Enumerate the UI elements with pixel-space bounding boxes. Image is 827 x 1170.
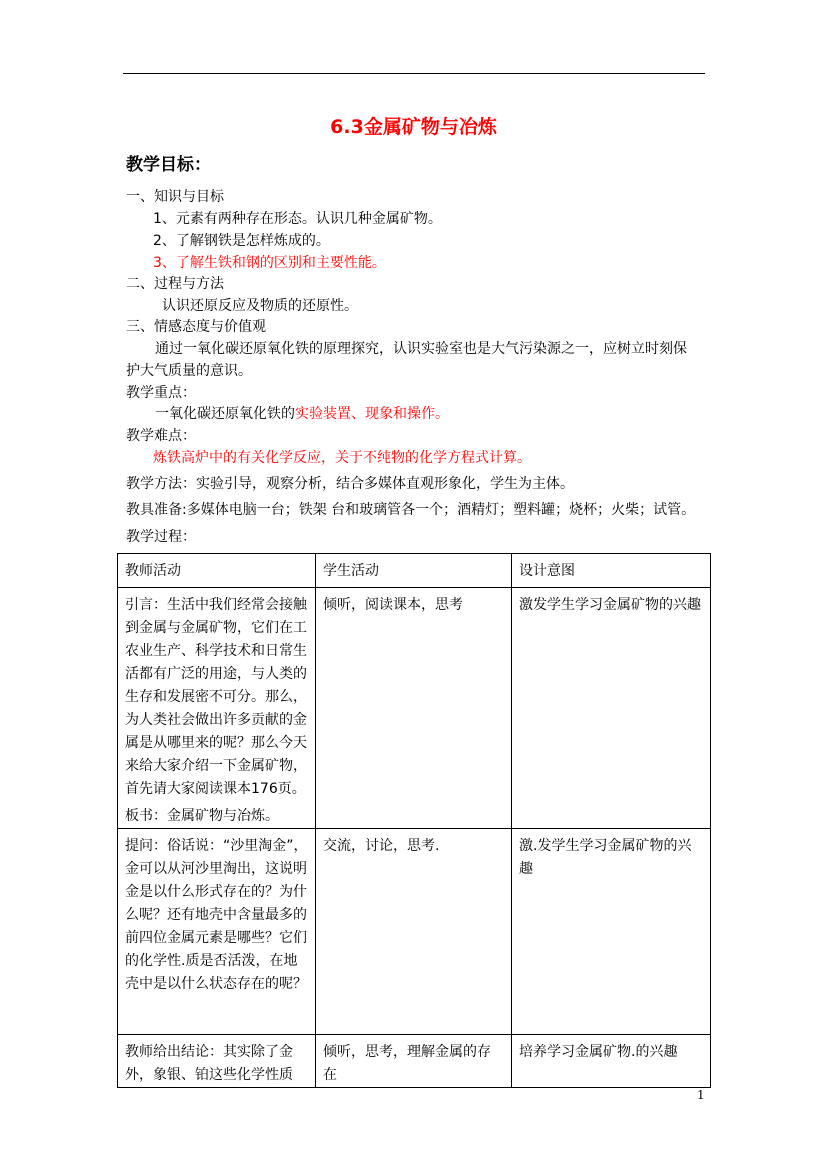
emotion-paragraph-line1: 通过一氧化碳还原氧化铁的原理探究，认识实验室也是大气污染源之一，应树立时刻保 [155,341,687,357]
difficulty-text: 炼铁高炉中的有关化学反应，关于不纯物的化学方程式计算。 [153,450,531,466]
teaching-process-table [117,553,711,1088]
teaching-method: 教学方法：实验引导，观察分析，结合多媒体直观形象化，学生为主体。 [126,476,574,492]
teacher-activity-cell: 教师给出结论：其实除了金外，象银、铂这些化学性质 [118,1035,316,1088]
process-item: 认识还原反应及物质的还原性。 [162,298,358,314]
student-activity-cell: 倾听，思考，理解金属的存在 [316,1035,512,1088]
table-row [118,1035,711,1088]
teacher-activity-cell [118,588,316,829]
header-rule [123,73,705,74]
objective-item-1: 1、元素有两种存在形态。认识几种金属矿物。 [153,211,442,227]
teacher-activity-text: 引言：生活中我们经常会接触到金属与金属矿物，它们在工农业生产、科学技术和日常生活都有广泛的用途，与人类的生存和发展密不可分。那么，为人类社会做出许多贡献的金属是从哪里来的呢？那么今天来给大家介绍一下金属矿物，首先请大家阅读课本176页。 [125,597,307,797]
student-activity-cell: 交流，讨论，思考. [316,829,512,1035]
student-activity-cell: 倾听，阅读课本，思考 [316,588,512,829]
key-point-label: 教学重点： [126,385,196,401]
header-intent: 设计意图 [512,554,711,588]
header-student: 学生活动 [316,554,512,588]
emotion-paragraph-line2: 护大气质量的意识。 [126,363,252,379]
key-point-text-red: 实验装置、现象和操作。 [295,406,449,422]
key-point-text-black: 一氧化碳还原氧化铁的 [155,406,295,422]
table-row [118,829,711,1035]
difficulty-label: 教学难点： [126,428,196,444]
header-teacher: 教师活动 [118,554,316,588]
objective-item-3: 3、了解生铁和钢的区别和主要性能。 [153,255,386,271]
objectives-heading: 教学目标： [126,155,211,175]
teacher-activity-board: 板书：金属矿物与冶炼。 [125,808,279,824]
design-intent-cell: 培养学习金属矿物.的兴趣 [512,1035,711,1088]
teaching-equipment: 教具准备:多媒体电脑一台；铁架 台和玻璃管各一个；酒精灯；塑料罐；烧杯；火柴；试管。 [126,502,696,518]
section-knowledge: 一、知识与目标 [126,189,224,205]
document-title: 6.3金属矿物与冶炼 [330,116,497,138]
section-process: 二、过程与方法 [126,276,224,292]
table-row [118,588,711,829]
table-header-row [118,554,711,588]
section-emotion: 三、情感态度与价值观 [126,319,266,335]
objective-item-2: 2、了解钢铁是怎样炼成的。 [153,233,330,249]
process-label: 教学过程： [126,529,196,545]
teacher-activity-cell: 提问：俗话说：“沙里淘金”，金可以从河沙里淘出，这说明金是以什么形式存在的？为什么呢？还有地壳中含量最多的前四位金属元素是哪些？它们的化学性.质是否活泼，在地壳中是以什么状态存在的呢？ [118,829,316,1035]
key-point-text [155,404,449,424]
design-intent-cell: 激发学生学习金属矿物的兴趣 [512,588,711,829]
design-intent-cell: 激.发学生学习金属矿物的兴趣 [512,829,711,1035]
page-number: 1 [697,1088,705,1102]
